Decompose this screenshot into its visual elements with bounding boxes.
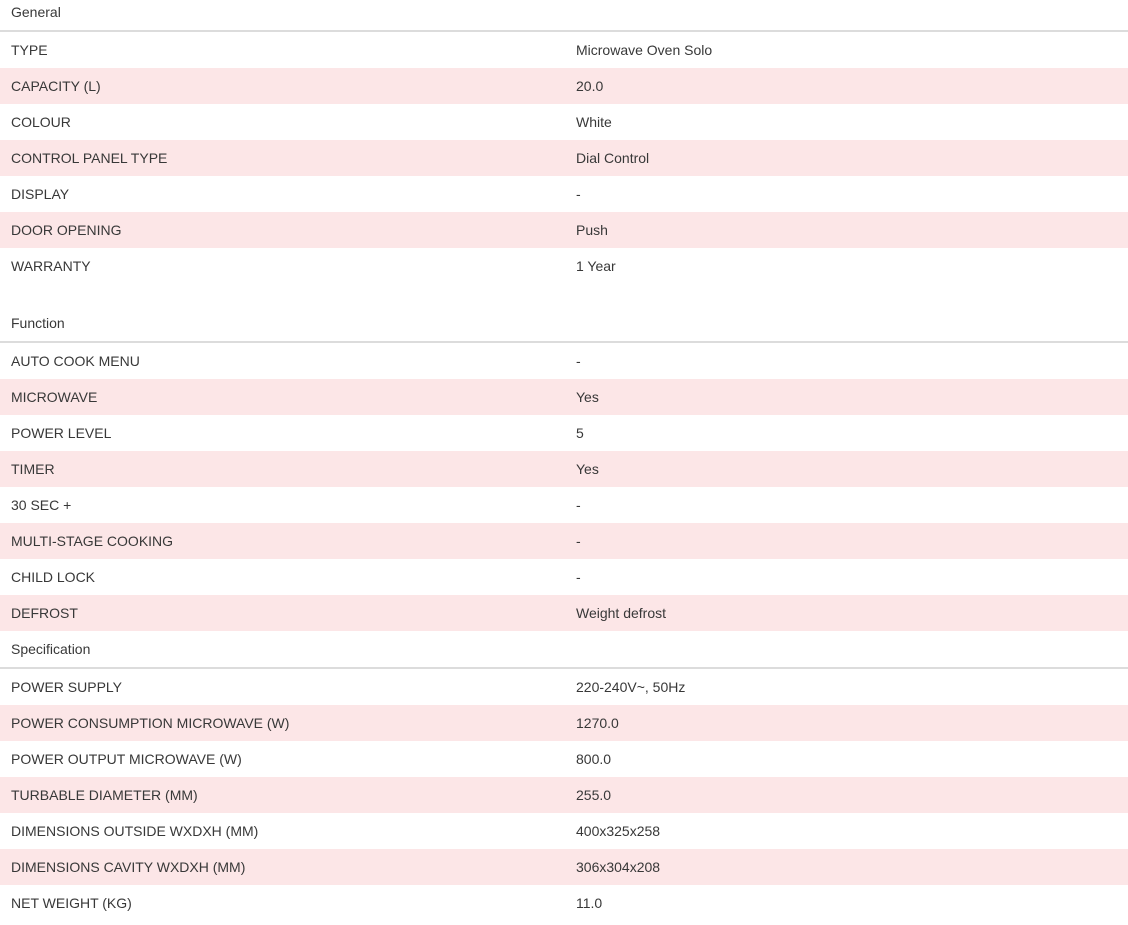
- spec-label: DIMENSIONS OUTSIDE WXDXH (MM): [11, 823, 259, 839]
- section-rows: [0, 343, 1128, 631]
- spec-value: -: [576, 353, 581, 369]
- spec-value: -: [576, 533, 581, 549]
- spec-row: [0, 595, 1128, 631]
- spec-value: -: [576, 186, 581, 202]
- spec-label: POWER LEVEL: [11, 425, 112, 441]
- spec-label: POWER CONSUMPTION MICROWAVE (W): [11, 715, 290, 731]
- spec-label: POWER OUTPUT MICROWAVE (W): [11, 751, 242, 767]
- spec-value: 20.0: [576, 78, 604, 94]
- spec-row: [0, 104, 1128, 140]
- spec-label: CAPACITY (L): [11, 78, 101, 94]
- spec-row: [0, 813, 1128, 849]
- spec-section: [0, 311, 1128, 631]
- spec-label: 30 SEC +: [11, 497, 72, 513]
- section-title: Function: [0, 311, 1128, 343]
- section-rows: [0, 32, 1128, 284]
- spec-row: [0, 68, 1128, 104]
- spec-row: [0, 379, 1128, 415]
- spec-label: DEFROST: [11, 605, 78, 621]
- spec-label: DOOR OPENING: [11, 222, 122, 238]
- spec-row: [0, 248, 1128, 284]
- spec-label: MULTI-STAGE COOKING: [11, 533, 174, 549]
- spec-value: Dial Control: [576, 150, 650, 166]
- spec-row: [0, 32, 1128, 68]
- spec-row: [0, 669, 1128, 705]
- spec-label: CHILD LOCK: [11, 569, 96, 585]
- spec-value: Push: [576, 222, 608, 238]
- spec-label: DIMENSIONS CAVITY WXDXH (MM): [11, 859, 246, 875]
- spec-row: [0, 212, 1128, 248]
- spec-value: White: [576, 114, 612, 130]
- spec-value: 306x304x208: [576, 859, 661, 875]
- spec-label: AUTO COOK MENU: [11, 353, 140, 369]
- spec-row: [0, 343, 1128, 379]
- spec-label: WARRANTY: [11, 258, 91, 274]
- spec-row: [0, 176, 1128, 212]
- spec-value: 5: [576, 425, 584, 441]
- spec-row: [0, 777, 1128, 813]
- spec-label: COLOUR: [11, 114, 71, 130]
- section-title: General: [0, 0, 1128, 32]
- spec-row: [0, 487, 1128, 523]
- spec-value: 11.0: [576, 895, 603, 911]
- spec-row: [0, 140, 1128, 176]
- spec-section: [0, 637, 1128, 921]
- spec-value: 1270.0: [576, 715, 619, 731]
- spec-row: [0, 885, 1128, 921]
- spec-row: [0, 451, 1128, 487]
- spec-label: NET WEIGHT (KG): [11, 895, 132, 911]
- spec-label: TURBABLE DIAMETER (MM): [11, 787, 198, 803]
- spec-label: TYPE: [11, 42, 48, 58]
- spec-section: [0, 0, 1128, 284]
- spec-value: -: [576, 569, 581, 585]
- spec-value: 800.0: [576, 751, 612, 767]
- spec-value: 1 Year: [576, 258, 616, 274]
- section-rows: [0, 669, 1128, 921]
- spec-value: Yes: [576, 461, 599, 477]
- spec-row: [0, 705, 1128, 741]
- spec-label: CONTROL PANEL TYPE: [11, 150, 168, 166]
- spec-value: 400x325x258: [576, 823, 661, 839]
- spec-row: [0, 849, 1128, 885]
- spec-label: POWER SUPPLY: [11, 679, 122, 695]
- spec-row: [0, 415, 1128, 451]
- spec-value: Weight defrost: [576, 605, 667, 621]
- spec-label: TIMER: [11, 461, 55, 477]
- spec-value: Microwave Oven Solo: [576, 42, 713, 58]
- section-title: Specification: [0, 637, 1128, 669]
- spec-row: [0, 523, 1128, 559]
- spec-label: DISPLAY: [11, 186, 70, 202]
- spec-value: -: [576, 497, 581, 513]
- spec-value: 255.0: [576, 787, 612, 803]
- spec-value: 220-240V~, 50Hz: [576, 679, 686, 695]
- spec-row: [0, 741, 1128, 777]
- spec-value: Yes: [576, 389, 599, 405]
- spec-row: [0, 559, 1128, 595]
- spec-label: MICROWAVE: [11, 389, 98, 405]
